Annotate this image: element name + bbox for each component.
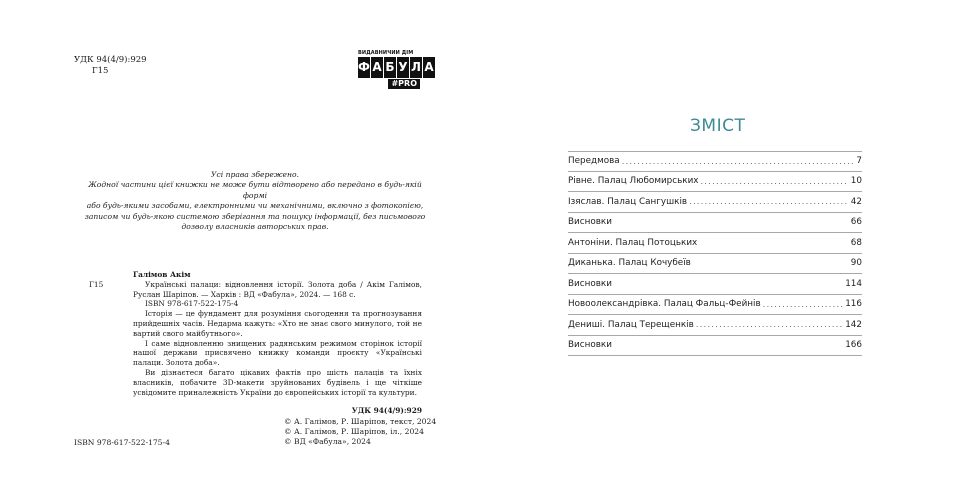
toc-entry[interactable] bbox=[568, 213, 862, 234]
catalog-author: Галімов Акім bbox=[133, 270, 191, 279]
udk-header bbox=[74, 55, 147, 77]
rights-line: дозволу власників авторських прав. bbox=[181, 222, 329, 232]
catalog-isbn: ISBN 978-617-522-175-4 bbox=[145, 299, 239, 309]
publisher-logo bbox=[358, 50, 434, 90]
isbn-footer: ISBN 978-617-522-175-4 bbox=[74, 438, 170, 447]
toc-entry-page: 114 bbox=[845, 278, 862, 289]
copyright-line: © А. Галімов, Р. Шаріпов, текст, 2024 bbox=[284, 417, 437, 426]
toc-entry-label: Висновки bbox=[568, 217, 612, 228]
toc-entry-page: 166 bbox=[845, 340, 862, 351]
contents-page bbox=[485, 0, 970, 498]
toc-entry-label: Новоолександрівка. Палац Фальц-Фейнів bbox=[568, 299, 761, 310]
logo-letter: А bbox=[371, 57, 383, 78]
copyright-block bbox=[284, 417, 436, 448]
toc-entry[interactable] bbox=[568, 274, 862, 295]
catalog-paragraph: І саме відновленню знищених радянським режимом сторінок історії нашої держави присвячено книжку команди проєкту «Українські палаци. Золота доба». bbox=[133, 338, 422, 368]
toc-entry-page: 7 bbox=[856, 156, 862, 167]
rights-line: записом чи будь-якою системою зберігання та пошуку інформації, без письмового bbox=[84, 211, 426, 221]
toc-entry-label: Ізяслав. Палац Сангушків bbox=[568, 196, 688, 207]
toc-entry-page: 10 bbox=[850, 176, 862, 187]
logo-top-text: ВИДАВНИЧИЙ ДІМ bbox=[358, 50, 414, 56]
toc-entry-page: 66 bbox=[850, 217, 862, 228]
toc-leader bbox=[701, 177, 849, 186]
logo-letters bbox=[358, 57, 435, 78]
toc-entry-label: Передмова bbox=[568, 156, 620, 167]
rights-line: Усі права збережено. bbox=[211, 170, 299, 179]
toc-entry[interactable] bbox=[568, 336, 862, 357]
toc-entry-label: Висновки bbox=[568, 278, 612, 289]
toc-entry[interactable] bbox=[568, 295, 862, 316]
toc-entry[interactable] bbox=[568, 254, 862, 275]
catalog-udk: УДК 94(4/9):929 bbox=[351, 406, 422, 416]
catalog-paragraph: Історія — це фундамент для розуміння сьогодення та прогнозування прийдешніх часів. Недарма кажуть: «Хто не знає свого минулого, той не вартий свого майбутнього». bbox=[133, 309, 422, 338]
catalog-paragraph: Ви дізнаєтеся багато цікавих фактів про шість палаців та їхніх власників, побачите 3D-макети зруйнованих будівель і ще чіткіше усвідомите приналежність України до європейських історії та культури. bbox=[133, 367, 422, 397]
toc-leader bbox=[689, 197, 849, 206]
toc-leader bbox=[622, 157, 855, 166]
catalog-entry-row bbox=[74, 280, 422, 398]
catalog-entry: Українські палаци: відновлення історії. Золота доба / Акім Галімов, Руслан Шаріпов. — Харків : ВД «Фабула», 2024. — 168 с. bbox=[133, 279, 422, 299]
logo-letter: Ф bbox=[358, 57, 370, 78]
toc-entry-label: Рівне. Палац Любомирських bbox=[568, 176, 699, 187]
toc-entry-label: Антоніни. Палац Потоцьких bbox=[568, 237, 698, 248]
logo-letter: Л bbox=[410, 57, 422, 78]
contents-title: ЗМІСТ bbox=[690, 116, 746, 136]
toc-entry-page: 142 bbox=[845, 319, 862, 330]
toc-leader bbox=[763, 300, 844, 309]
toc-entry[interactable] bbox=[568, 172, 862, 193]
toc-entry-label: Диканька. Палац Кочубеїв bbox=[568, 258, 691, 269]
rights-line: або будь-якими засобами, електронними чи механічними, включно з фотокопією, bbox=[86, 201, 424, 211]
toc-leader bbox=[696, 320, 843, 329]
copyright-line: © А. Галімов, Р. Шаріпов, іл., 2024 bbox=[284, 427, 424, 437]
logo-pro-tag: #PRO bbox=[388, 79, 420, 89]
toc-entry-page: 42 bbox=[850, 196, 862, 207]
logo-letter: Б bbox=[384, 57, 396, 78]
logo-letter: А bbox=[423, 57, 435, 78]
copyright-line: © ВД «Фабула», 2024 bbox=[284, 437, 371, 447]
catalog-sign: Г15 bbox=[89, 279, 104, 289]
author-sign: Г15 bbox=[92, 66, 109, 76]
toc-entry-label: Висновки bbox=[568, 340, 612, 351]
toc-entry-page: 68 bbox=[850, 237, 862, 248]
udk-code: УДК 94(4/9):929 bbox=[74, 55, 147, 65]
toc-entry-page: 90 bbox=[850, 258, 862, 269]
toc-entry-label: Дениші. Палац Терещенків bbox=[568, 319, 694, 330]
toc-entry[interactable] bbox=[568, 233, 862, 254]
toc-entry[interactable] bbox=[568, 315, 862, 336]
catalog-record bbox=[74, 270, 422, 416]
table-of-contents bbox=[568, 151, 862, 356]
rights-line: Жодної частини цієї книжки не може бути відтворено або передано в будь-якій формі bbox=[88, 180, 422, 200]
toc-entry-page: 116 bbox=[845, 299, 862, 310]
rights-notice bbox=[80, 170, 430, 232]
toc-entry[interactable] bbox=[568, 151, 862, 172]
logo-letter: У bbox=[397, 57, 409, 78]
toc-entry[interactable] bbox=[568, 192, 862, 213]
